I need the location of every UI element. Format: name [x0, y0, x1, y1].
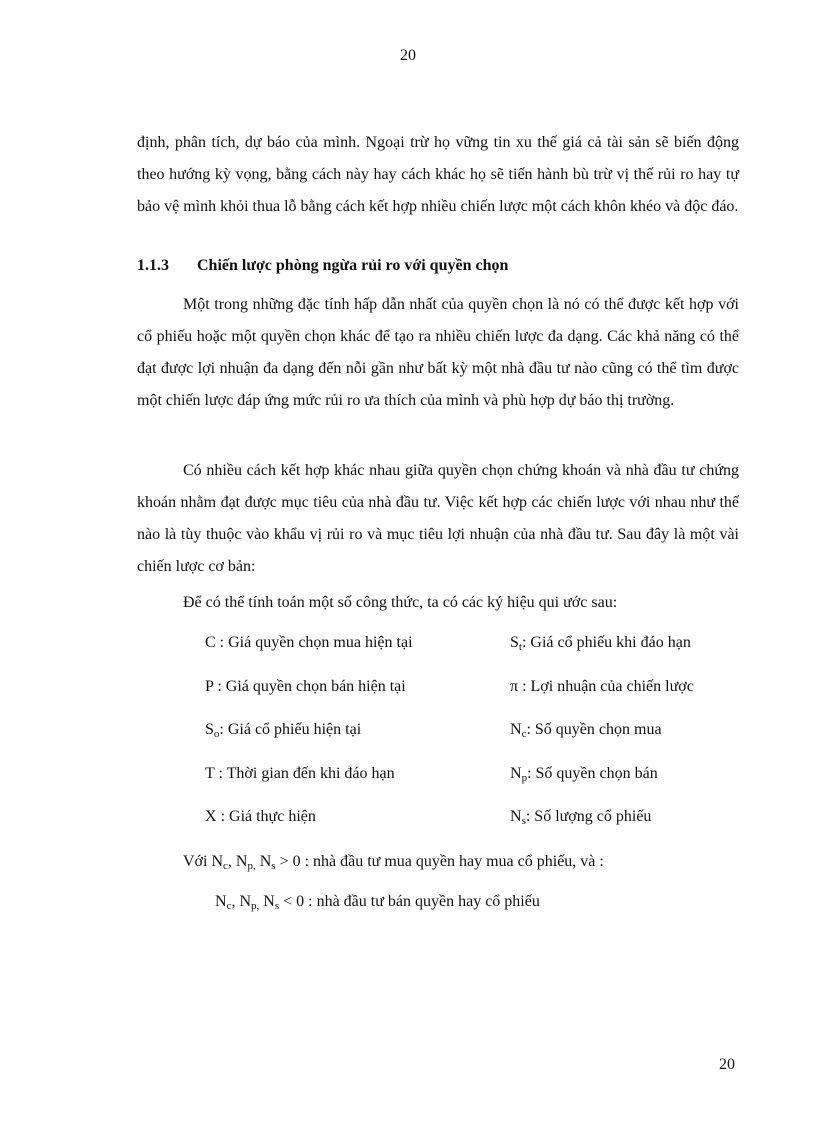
symbol-row — [0, 678, 816, 702]
symbol-row — [0, 634, 816, 658]
symbol-left: T : Thời gian đến khi đáo hạn — [205, 765, 395, 782]
condition-positive: Với $N_c$, $N_{p,}$ $N_s > 0$ : nhà đầu tư mua quyền hay mua cổ phiếu, và : — [183, 853, 604, 872]
page-number-bottom: 20 — [719, 1056, 735, 1073]
symbol-left: X : Giá thực hiện — [205, 808, 316, 825]
symbol-left: C : Giá quyền chọn mua hiện tại — [205, 634, 413, 651]
section-heading — [137, 257, 508, 275]
paragraph-3: Có nhiều cách kết hợp khác nhau giữa quyền chọn chứng khoán và nhà đầu tư chứng khoán nhằm đạt được mục tiêu của nhà đầu tư. Việc kết hợp các chiến lược với nhau như thế nào là tùy thuộc vào khẩu vị rủi ro và mục tiêu lợi nhuận của nhà đầu tư. Sau đây là một vài chiến lược cơ bản: — [137, 462, 739, 575]
condition-negative: $N_c$, $N_{p,}$ $N_s < 0$ : nhà đầu tư bán quyền hay cổ phiếu — [215, 893, 540, 912]
paragraph-1: định, phân tích, dự báo của mình. Ngoại trừ họ vững tin xu thế giá cả tài sản sẽ biến động theo hướng kỳ vọng, bằng cách này hay cách khác họ sẽ tiến hành bù trừ vị thế rủi ro hay tự bảo vệ mình khỏi thua lỗ bằng cách kết hợp nhiều chiến lược một cách khôn khéo và độc đáo. — [137, 134, 739, 215]
symbol-row — [0, 765, 816, 789]
section-title: Chiến lược phòng ngừa rủi ro với quyền chọn — [197, 257, 509, 274]
symbol-right: π : Lợi nhuận của chiến lược — [510, 678, 694, 695]
symbols-intro: Để có thể tính toán một số công thức, ta có các ký hiệu qui ước sau: — [183, 594, 618, 611]
symbol-right: $N_c$: Số quyền chọn mua — [510, 721, 662, 740]
paragraph-2: Một trong những đặc tính hấp dẫn nhất của quyền chọn là nó có thể được kết hợp với cổ phiếu hoặc một quyền chọn khác để tạo ra nhiều chiến lược đa dạng. Các khả năng có thể đạt được lợi nhuận đa dạng đến nỗi gần như bất kỳ một nhà đầu tư nào cũng có thể tìm được một chiến lược đáp ứng mức rủi ro ưa thích của mình và phù hợp dự báo thị trường. — [137, 296, 739, 409]
symbol-right: $N_s$: Số lượng cổ phiếu — [510, 808, 652, 827]
symbol-left: P : Giá quyền chọn bán hiện tại — [205, 678, 406, 695]
symbol-right: $S_t$: Giá cổ phiếu khi đáo hạn — [510, 634, 691, 653]
symbol-left: $S_o$: Giá cổ phiếu hiện tại — [205, 721, 362, 740]
symbol-right: $N_p$: Số quyền chọn bán — [510, 765, 658, 784]
symbol-row — [0, 721, 816, 745]
section-number: 1.1.3 — [137, 257, 169, 274]
page-number-top: 20 — [400, 47, 416, 64]
symbol-row — [0, 808, 816, 832]
